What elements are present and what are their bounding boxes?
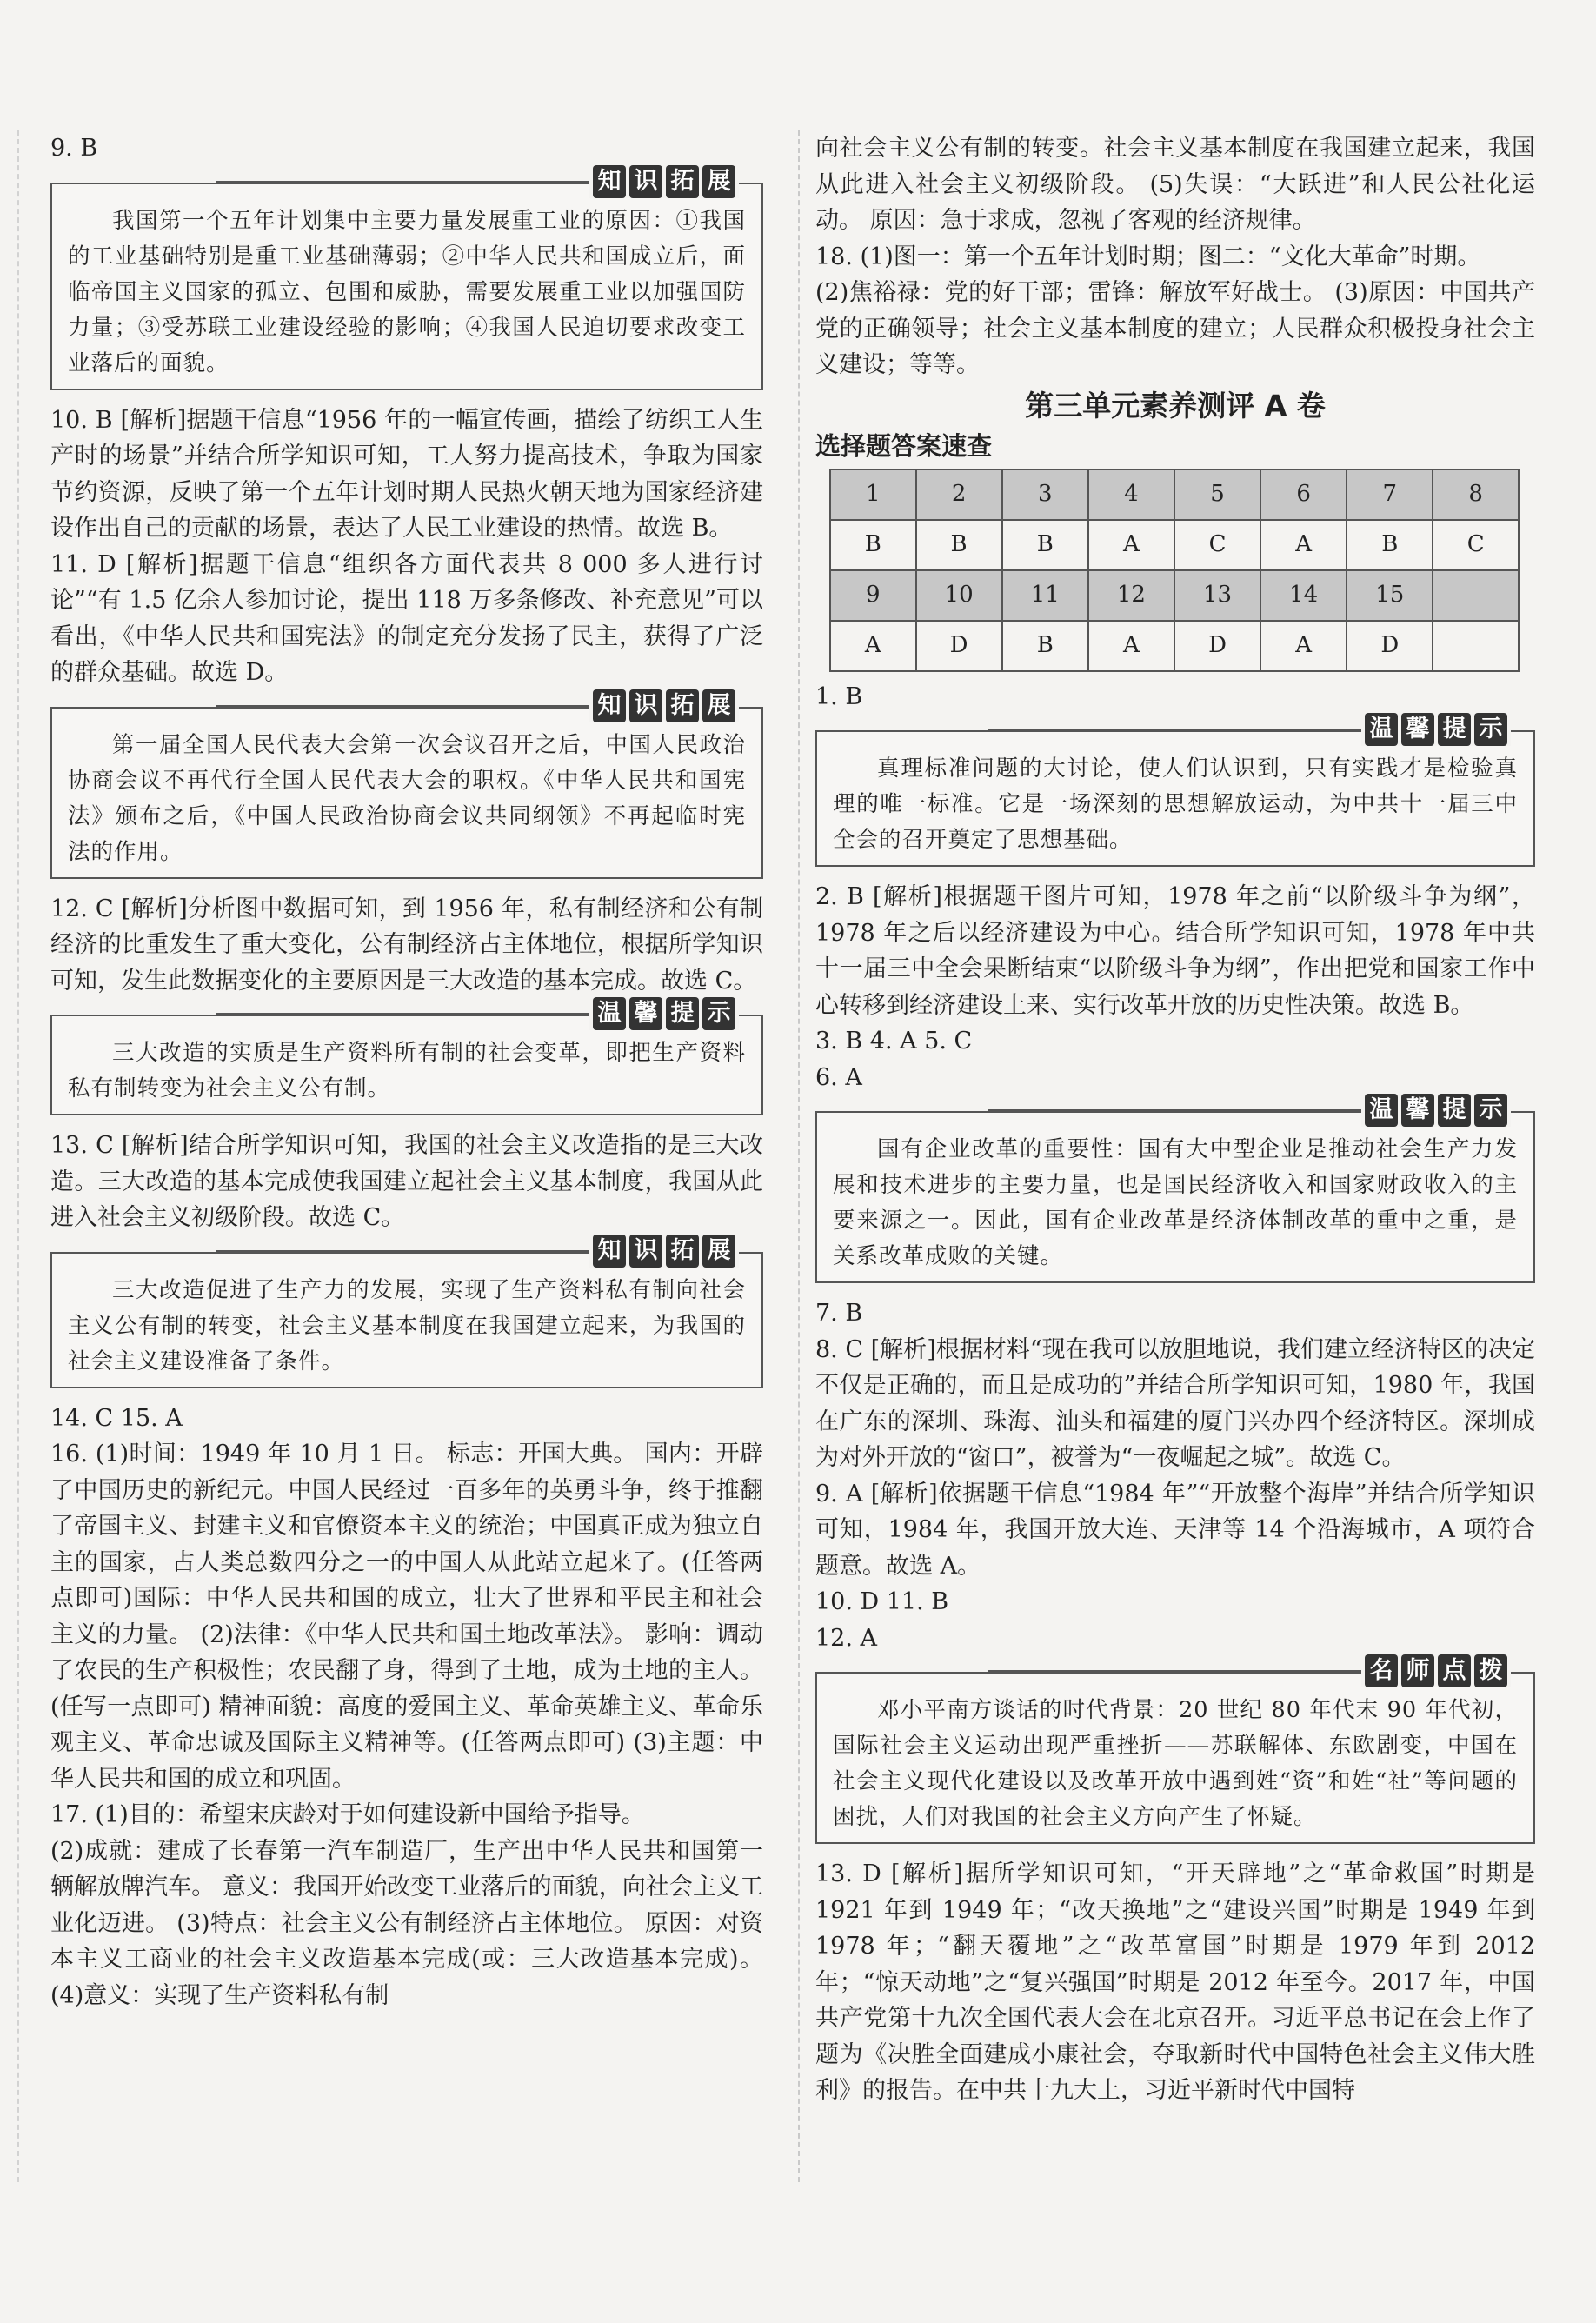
section-title: 第三单元素养测评 A 卷: [1025, 388, 1326, 423]
tip-box-1: [50, 1000, 763, 1115]
answer-key-table: [829, 469, 1520, 672]
answer-r2: 2. B [解析]根据题干图片可知，1978 年之前“以阶级斗争为纲”，1978 年之后以经济建设为中心。结合所学知识可知，1978 年中共十一届三中全会果断结束“以阶级斗争为纲”，作出把党和国家工作中心转移到经济建设上来、实行改革开放的历史性决策。故选 B。: [815, 883, 1535, 1019]
box-badge: 知 识 拓 展: [589, 165, 739, 198]
box-badge: 温 馨 提 示: [589, 997, 739, 1030]
box-text: 第一届全国人民代表大会第一次会议召开之后，中国人民政治协商会议不再代行全国人民代表大会的职权。《中华人民共和国宪法》颁布之后，《中国人民政治协商会议共同纲领》不再起临时宪法的作用。: [68, 731, 746, 865]
table-row: 9 10 11 12 13 14 15: [830, 570, 1519, 621]
answer-q9: 9. B: [50, 135, 98, 162]
answer-q11: 11. D [解析]据题干信息“组织各方面代表共 8 000 多人进行讨论”“有 1.5 亿余人参加讨论，提出 118 万多条修改、补充意见”可以看出，《中华人民共和国宪法》的制定充分发扬了民主，获得了广泛的群众基础。故选 D。: [50, 550, 763, 686]
right-column: [815, 130, 1535, 2109]
answer-r7: 7. B: [815, 1300, 863, 1327]
answer-r3-5: 3. B 4. A 5. C: [815, 1028, 973, 1055]
box-badge: 知 识 拓 展: [589, 689, 739, 722]
answer-q14-15: 14. C 15. A: [50, 1404, 183, 1432]
answer-r8: 8. C [解析]根据材料“现在我可以放胆地说，我们建立经济特区的决定不仅是正确的，而且是成功的”并结合所学知识可知，1980 年，我国在广东的深圳、珠海、汕头和福建的厦门兴办四个经济特区。深圳成为对外开放的“窗口”，被誉为“一夜崛起之城”。故选 C。: [815, 1335, 1535, 1471]
answer-q12: 12. C [解析]分析图中数据可知，到 1956 年，私有制经济和公有制经济的比重发生了重大变化，公有制经济占主体地位，根据所学知识可知，发生此数据变化的主要原因是三大改造的基本完成。故选 C。: [50, 895, 763, 995]
table-row: 1 2 3 4 5 6 7 8: [830, 469, 1519, 520]
knowledge-box-1: [50, 167, 763, 390]
answer-r13: 13. D [解析]据所学知识可知，“开天辟地”之“革命救国”时期是 1921 年到 1949 年；“改天换地”之“建设兴国”时期是 1949 年到 1978 年；“翻天覆地”之“改革富国”时期是 1979 年到 2012 年；“惊天动地”之“复兴强国”时期是 2012 年至今。2017 年，中国共产党第十九次全国代表大会在北京召开。习近平总书记在会上作了题为《决胜全面建成小康社会，夺取新时代中国特色社会主义伟大胜利》的报告。在中共十九大上，习近平新时代中国特: [815, 1860, 1535, 2104]
table-row: A D B A D A D: [830, 621, 1519, 671]
answer-q13: 13. C [解析]结合所学知识可知，我国的社会主义改造指的是三大改造。三大改造的基本完成使我国建立起社会主义基本制度，我国从此进入社会主义初级阶段。故选 C。: [50, 1132, 763, 1231]
answer-r9: 9. A [解析]依据题干信息“1984 年”“开放整个海岸”并结合所学知识可知，1984 年，我国开放大连、天津等 14 个沿海城市，A 项符合题意。故选 A。: [815, 1480, 1535, 1580]
table-row: B B B A C A B C: [830, 520, 1519, 570]
box-text: 邓小平南方谈话的时代背景：20 世纪 80 年代末 90 年代初，国际社会主义运动出现严重挫折——苏联解体、东欧剧变，中国在社会主义现代化建设以及改革开放中遇到姓“资”和姓“社”等问题的困扰，人们对我国的社会主义方向产生了怀疑。: [833, 1697, 1518, 1830]
box-text: 三大改造促进了生产力的发展，实现了生产资料私有制向社会主义公有制的转变，社会主义基本制度在我国建立起来，为我国的社会主义建设准备了条件。: [68, 1276, 746, 1374]
box-text: 三大改造的实质是生产资料所有制的社会变革，即把生产资料私有制转变为社会主义公有制。: [68, 1040, 746, 1102]
knowledge-box-3: [50, 1236, 763, 1388]
answer-r6: 6. A: [815, 1063, 862, 1091]
box-badge: 名 师 点 拨: [1361, 1654, 1511, 1687]
box-text: 我国第一个五年计划集中主要力量发展重工业的原因：①我国的工业基础特别是重工业基础薄弱；②中华人民共和国成立后，面临帝国主义国家的孤立、包围和威胁，需要发展重工业以加强国防力量；③受苏联工业建设经验的影响；④我国人民迫切要求改变工业落后的面貌。: [68, 207, 746, 376]
answer-key-title: 选择题答案速查: [815, 430, 993, 461]
answer-r10-11: 10. D 11. B: [815, 1588, 949, 1615]
answer-q10: 10. B [解析]据题干信息“1956 年的一幅宣传画，描绘了纺织工人生产时的场景”并结合所学知识可知，工人努力提高技术，争取为国家节约资源，反映了第一个五年计划时期人民热火朝天地为国家经济建设作出自己的贡献的场景，表达了人民工业建设的热情。故选 B。: [50, 406, 763, 542]
column-divider: [798, 130, 800, 2182]
box-badge: 知 识 拓 展: [589, 1235, 739, 1268]
tip-box-2: [815, 716, 1535, 867]
box-badge: 温 馨 提 示: [1361, 1094, 1511, 1127]
box-text: 真理标准问题的大讨论，使人们认识到，只有实践才是检验真理的唯一标准。它是一场深刻的思想解放运动，为中共十一届三中全会的召开奠定了思想基础。: [833, 755, 1518, 853]
box-text: 国有企业改革的重要性：国有大中型企业是推动社会生产力发展和技术进步的主要力量，也是国民经济收入和国家财政收入的主要来源之一。因此，国有企业改革是经济体制改革的重中之重，是关系改革成败的关键。: [833, 1136, 1518, 1269]
knowledge-box-2: [50, 691, 763, 879]
tip-box-3: [815, 1096, 1535, 1283]
answer-q17: 17. (1)目的：希望宋庆龄对于如何建设新中国给予指导。: [50, 1801, 645, 1828]
answer-q18-part2: (2)焦裕禄：党的好干部；雷锋：解放军好战士。 (3)原因：中国共产党的正确领导；社会主义基本制度的建立；人民群众积极投身社会主义建设；等等。: [815, 279, 1535, 378]
box-badge: 温 馨 提 示: [1361, 713, 1511, 746]
teacher-tip-box: [815, 1657, 1535, 1844]
answer-q17-continued: 向社会主义公有制的转变。社会主义基本制度在我国建立起来，我国从此进入社会主义初级阶段。 (5)失误：“大跃进”和人民公社化运动。 原因：急于求成，忽视了客观的经济规律。: [815, 135, 1535, 234]
left-margin-rule: [17, 130, 19, 2182]
answer-r12: 12. A: [815, 1624, 878, 1652]
answer-q17-part2: (2)成就：建成了长春第一汽车制造厂，生产出中华人民共和国第一辆解放牌汽车。 意义：我国开始改变工业落后的面貌，向社会主义工业化迈进。 (3)特点：社会主义公有制经济占主体地位。 原因：对资本主义工商业的社会主义改造基本完成(或：三大改造基本完成)。 (4)意义：实现了生产资料私有制: [50, 1837, 763, 2009]
answer-r1: 1. B: [815, 682, 863, 710]
answer-q16: 16. (1)时间：1949 年 10 月 1 日。 标志：开国大典。 国内：开辟了中国历史的新纪元。中国人民经过一百多年的英勇斗争，终于推翻了帝国主义、封建主义和官僚资本主义的统治；中国真正成为独立自主的国家，占人类总数四分之一的中国人从此站立起来了。(任答两点即可)国际：中华人民共和国的成立，壮大了世界和平民主和社会主义的力量。 (2)法律：《中华人民共和国土地改革法》。 影响：调动了农民的生产积极性；农民翻了身，得到了土地，成为土地的主人。(任写一点即可) 精神面貌：高度的爱国主义、革命英雄主义、革命乐观主义、革命忠诚及国际主义精神等。(任答两点即可) (3)主题：中华人民共和国的成立和巩固。: [50, 1441, 763, 1793]
left-column: [50, 130, 763, 2013]
answer-q18: 18. (1)图一：第一个五年计划时期；图二：“文化大革命”时期。: [815, 243, 1481, 270]
